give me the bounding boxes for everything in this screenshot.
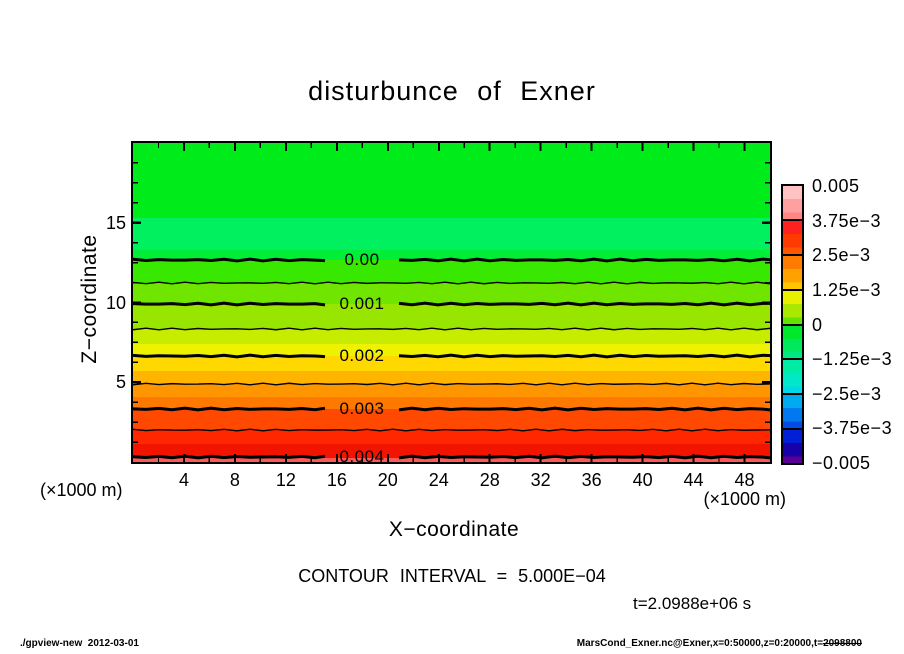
x-axis-unit-label: (×1000 m) [703, 489, 786, 509]
x-tick-label: 12 [275, 470, 296, 490]
contour-overlay [133, 143, 770, 462]
footer-data-source-prefix: MarsCond_Exner.nc@Exner,x=0:50000,z=0:20000,t= [576, 638, 824, 649]
contour-line [133, 282, 770, 284]
y-tick-label: 15 [105, 212, 126, 233]
x-tick-label: 40 [632, 470, 653, 490]
colorbar-label: 1.25e−3 [812, 279, 882, 300]
contour-label: 0.002 [339, 346, 385, 365]
x-axis-label: X−coordinate [388, 518, 520, 541]
contour-line [133, 259, 325, 261]
colorbar-segment [783, 186, 802, 221]
y-axis-unit-label: (×1000 m) [40, 480, 123, 500]
y-tick-label: 5 [115, 372, 126, 393]
colorbar-label: −1.25e−3 [812, 349, 893, 370]
contour-label: 0.001 [339, 294, 385, 313]
x-tick-label: 44 [683, 470, 704, 490]
x-tick-label: 36 [581, 470, 602, 490]
y-axis-label: Z−coordinate [78, 234, 101, 364]
contour-line [399, 355, 770, 357]
contour-line [133, 355, 325, 357]
colorbar-segment [783, 221, 802, 256]
contour-line [133, 429, 770, 431]
colorbar-segment [783, 256, 802, 291]
x-tick-label: 48 [734, 470, 755, 490]
colorbar-label: 0 [812, 314, 823, 335]
colorbar [781, 184, 804, 465]
x-tick-label: 4 [178, 470, 189, 490]
colorbar-segment [783, 326, 802, 361]
x-tick-label: 28 [479, 470, 500, 490]
contour-line [133, 456, 325, 458]
time-stamp: t=2.0988e+06 s [633, 594, 752, 613]
x-tick-label: 24 [428, 470, 449, 490]
chart-title: disturbunce of Exner [308, 76, 596, 106]
colorbar-label: 2.5e−3 [812, 245, 871, 266]
footer-tool-version: ./gpview-new 2012-03-01 [20, 638, 139, 649]
contour-interval-note: CONTOUR INTERVAL = 5.000E−04 [298, 566, 606, 586]
contour-label: 0.003 [339, 399, 385, 418]
contour-line [133, 328, 770, 330]
footer-data-source-time: 2098800 [823, 638, 862, 649]
x-tick-label: 32 [530, 470, 551, 490]
colorbar-label: −2.5e−3 [812, 383, 882, 404]
colorbar-segment [783, 360, 802, 395]
contour-line [399, 259, 770, 261]
colorbar-segment [783, 291, 802, 326]
colorbar-segment [783, 430, 802, 463]
colorbar-label: 3.75e−3 [812, 210, 882, 231]
x-tick-label: 16 [326, 470, 347, 490]
contour-line [399, 456, 770, 458]
x-tick-label: 8 [229, 470, 240, 490]
contour-line [133, 383, 770, 385]
y-tick-label: 10 [105, 292, 126, 313]
colorbar-label: −0.005 [812, 453, 871, 473]
contour-line [133, 408, 325, 410]
contour-label: 0.00 [344, 250, 380, 269]
plot-area [131, 141, 772, 464]
footer-data-source [460, 638, 862, 649]
contour-line [399, 408, 770, 410]
colorbar-label: −3.75e−3 [812, 418, 893, 439]
contour-line [399, 303, 770, 305]
colorbar-label: 0.005 [812, 176, 860, 196]
x-tick-label: 20 [377, 470, 398, 490]
contour-line [133, 303, 325, 305]
contour-label: 0.004 [339, 447, 385, 464]
colorbar-segment [783, 395, 802, 430]
